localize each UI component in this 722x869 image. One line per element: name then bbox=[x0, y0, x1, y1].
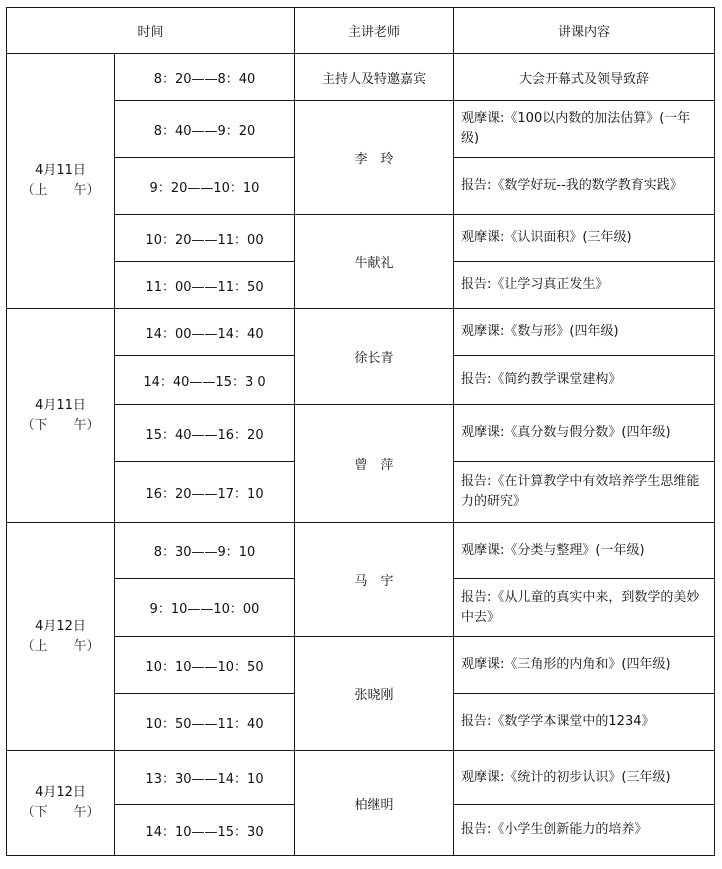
content-cell: 报告:《数学好玩--我的数学教育实践》 bbox=[454, 158, 715, 215]
session-date: 4月12日 bbox=[35, 785, 86, 800]
content-cell: 观摩课:《100以内数的加法估算》(一年级) bbox=[454, 101, 715, 158]
table-row bbox=[7, 54, 715, 101]
teacher-cell: 张晓刚 bbox=[295, 637, 454, 751]
time-cell: 15：40——16：20 bbox=[115, 405, 295, 462]
content-cell: 报告:《在计算教学中有效培养学生思维能力的研究》 bbox=[454, 462, 715, 523]
teacher-cell: 柏继明 bbox=[295, 751, 454, 856]
header-time: 时间 bbox=[7, 8, 295, 54]
content-cell: 观摩课:《数与形》(四年级) bbox=[454, 309, 715, 356]
session-period: （下 午） bbox=[21, 805, 100, 820]
teacher-cell: 主持人及特邀嘉宾 bbox=[295, 54, 454, 101]
header-row bbox=[7, 8, 715, 54]
time-cell: 8：30——9：10 bbox=[115, 523, 295, 579]
time-cell: 10：20——11：00 bbox=[115, 215, 295, 262]
content-cell: 观摩课:《分类与整理》(一年级) bbox=[454, 523, 715, 579]
table-row bbox=[7, 751, 715, 805]
content-cell: 报告:《数学学本课堂中的1234》 bbox=[454, 694, 715, 751]
content-cell: 观摩课:《三角形的内角和》(四年级) bbox=[454, 637, 715, 694]
time-cell: 9：20——10：10 bbox=[115, 158, 295, 215]
time-cell: 14：40——15：3 0 bbox=[115, 356, 295, 405]
teacher-cell: 牛献礼 bbox=[295, 215, 454, 309]
content-cell: 报告:《让学习真正发生》 bbox=[454, 262, 715, 309]
content-cell: 观摩课:《统计的初步认识》(三年级) bbox=[454, 751, 715, 805]
time-cell: 10：10——10：50 bbox=[115, 637, 295, 694]
session-date: 4月11日 bbox=[35, 397, 86, 413]
content-cell: 报告:《小学生创新能力的培养》 bbox=[454, 805, 715, 856]
time-cell: 14：00——14：40 bbox=[115, 309, 295, 356]
time-cell: 9：10——10：00 bbox=[115, 579, 295, 637]
schedule-table bbox=[6, 7, 715, 856]
header-teacher: 主讲老师 bbox=[295, 8, 454, 54]
session-period: （上 午） bbox=[21, 183, 100, 198]
session-date-cell bbox=[7, 751, 115, 856]
session-date: 4月12日 bbox=[35, 618, 86, 634]
time-cell: 14：10——15：30 bbox=[115, 805, 295, 856]
session-period: （上 午） bbox=[21, 638, 100, 654]
table-row bbox=[7, 309, 715, 356]
time-cell: 8：40——9：20 bbox=[115, 101, 295, 158]
time-cell: 11：00——11：50 bbox=[115, 262, 295, 309]
header-content: 讲课内容 bbox=[454, 8, 715, 54]
teacher-cell: 马 宇 bbox=[295, 523, 454, 637]
teacher-cell: 徐长青 bbox=[295, 309, 454, 405]
teacher-cell: 曾 萍 bbox=[295, 405, 454, 523]
teacher-cell: 李 玲 bbox=[295, 101, 454, 215]
session-date-cell bbox=[7, 309, 115, 523]
time-cell: 16：20——17：10 bbox=[115, 462, 295, 523]
table-row bbox=[7, 523, 715, 579]
time-cell: 10：50——11：40 bbox=[115, 694, 295, 751]
time-cell: 13：30——14：10 bbox=[115, 751, 295, 805]
content-cell: 观摩课:《真分数与假分数》(四年级) bbox=[454, 405, 715, 462]
session-date-cell bbox=[7, 523, 115, 751]
content-cell: 大会开幕式及领导致辞 bbox=[454, 54, 715, 101]
content-cell: 报告:《从儿童的真实中来，到数学的美妙中去》 bbox=[454, 579, 715, 637]
session-period: （下 午） bbox=[21, 417, 100, 433]
session-date-cell bbox=[7, 54, 115, 309]
content-cell: 观摩课:《认识面积》(三年级) bbox=[454, 215, 715, 262]
content-cell: 报告:《简约教学课堂建构》 bbox=[454, 356, 715, 405]
time-cell: 8：20——8：40 bbox=[115, 54, 295, 101]
session-date: 4月11日 bbox=[35, 163, 86, 178]
